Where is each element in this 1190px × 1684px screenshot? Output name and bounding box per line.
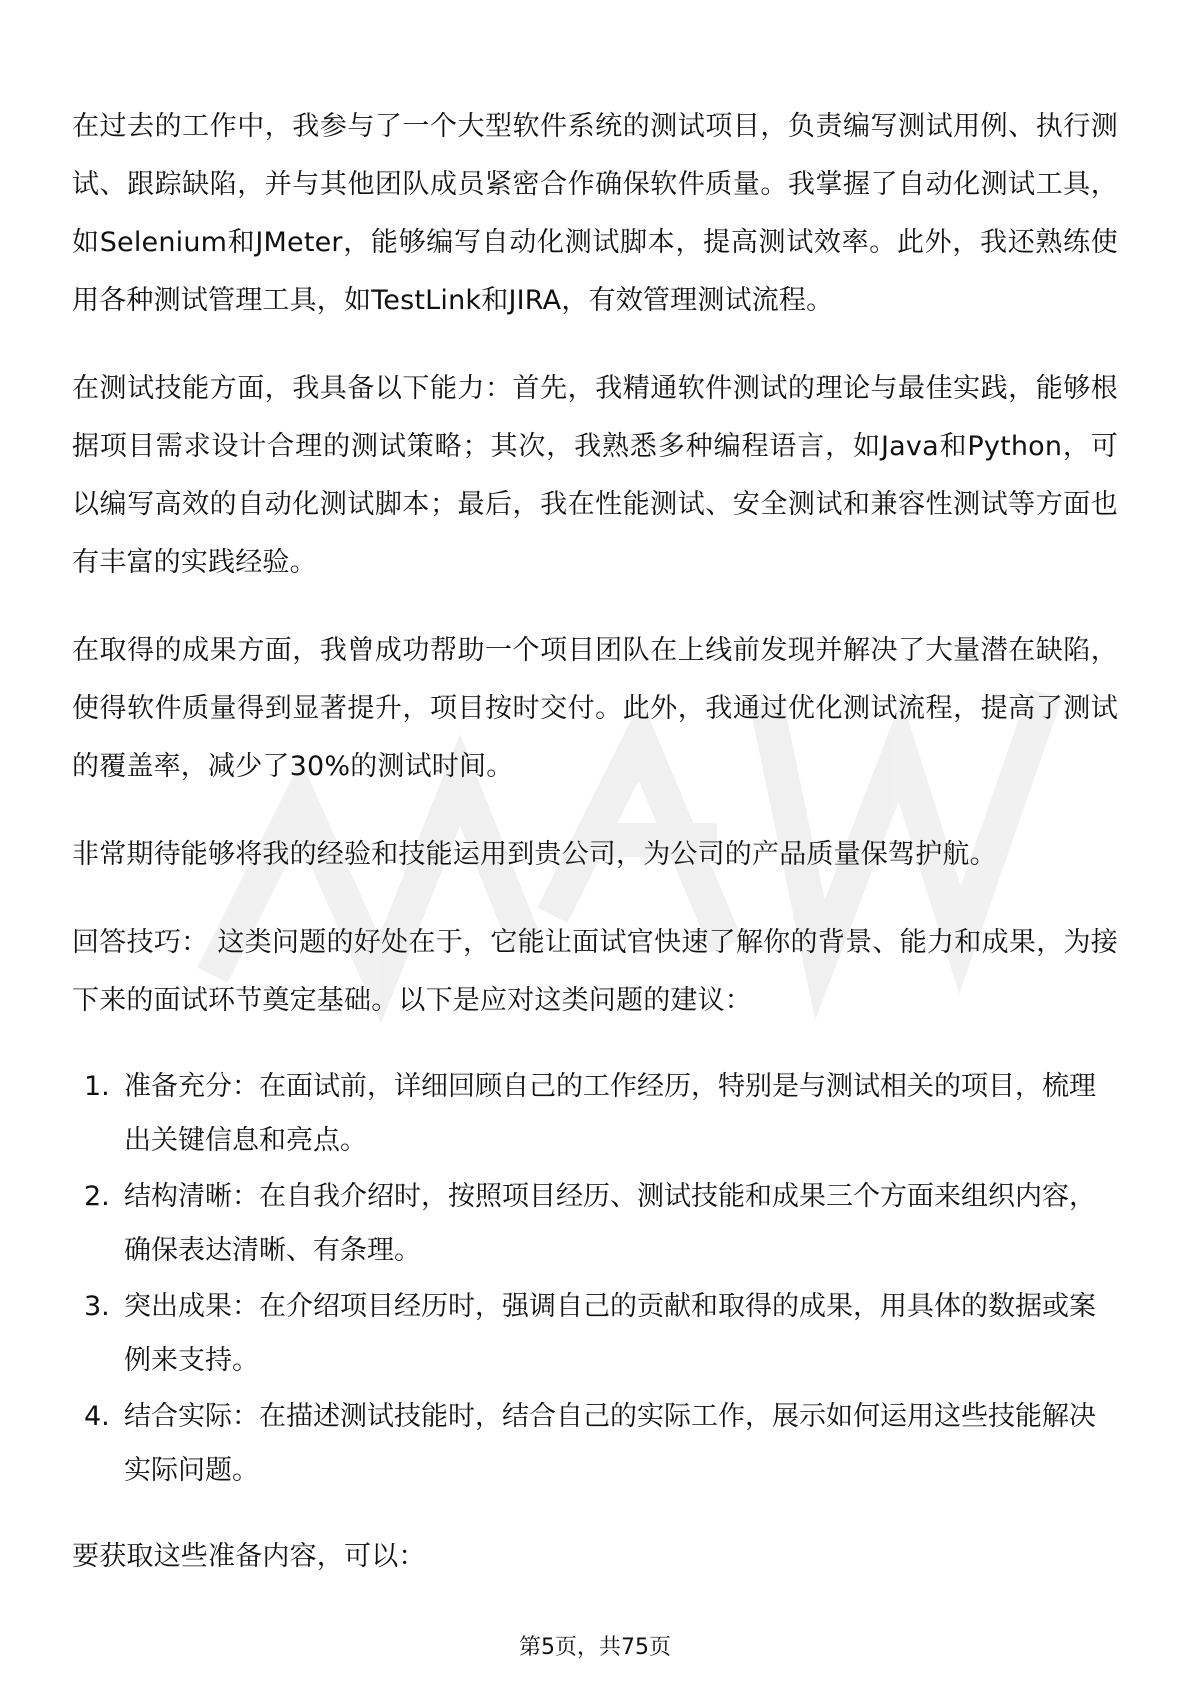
list-item-number: 4. — [84, 1401, 110, 1432]
list-item — [72, 1060, 1118, 1168]
list-item-number: 2. — [84, 1181, 110, 1212]
paragraph-answer-tips: 回答技巧： 这类问题的好处在于，它能让面试官快速了解你的背景、能力和成果，为接下来的面试环节奠定基础。以下是应对这类问题的建议： — [72, 927, 1118, 1016]
paragraph-achievements: 在取得的成果方面，我曾成功帮助一个项目团队在上线前发现并解决了大量潜在缺陷，使得软件质量得到显著提升，项目按时交付。此外，我通过优化测试流程，提高了测试的覆盖率，减少了30%的测试时间。 — [72, 635, 1118, 782]
document-body — [72, 98, 1118, 1616]
list-item — [72, 1390, 1118, 1498]
list-item-text: 结构清晰：在自我介绍时，按照项目经历、测试技能和成果三个方面来组织内容，确保表达清晰、有条理。 — [124, 1181, 1096, 1266]
list-item-text: 准备充分：在面试前，详细回顾自己的工作经历，特别是与测试相关的项目，梳理出关键信息和亮点。 — [124, 1071, 1096, 1156]
tips-list — [72, 1060, 1118, 1498]
list-item-text: 结合实际：在描述测试技能时，结合自己的实际工作，展示如何运用这些技能解决实际问题。 — [124, 1401, 1096, 1486]
list-item-text: 突出成果：在介绍项目经历时，强调自己的贡献和取得的成果，用具体的数据或案例来支持。 — [124, 1291, 1096, 1376]
list-item — [72, 1280, 1118, 1388]
paragraph-experience: 在过去的工作中，我参与了一个大型软件系统的测试项目，负责编写测试用例、执行测试、跟踪缺陷，并与其他团队成员紧密合作确保软件质量。我掌握了自动化测试工具，如Selenium和JMeter，能够编写自动化测试脚本，提高测试效率。此外，我还熟练使用各种测试管理工具，如TestLink和JIRA，有效管理测试流程。 — [72, 111, 1118, 316]
paragraph-skills: 在测试技能方面，我具备以下能力：首先，我精通软件测试的理论与最佳实践，能够根据项目需求设计合理的测试策略；其次，我熟悉多种编程语言，如Java和Python，可以编写高效的自动化测试脚本；最后，我在性能测试、安全测试和兼容性测试等方面也有丰富的实践经验。 — [72, 373, 1118, 578]
page-number-footer: 第5页，共75页 — [519, 1635, 671, 1660]
closing-line: 要获取这些准备内容，可以： — [72, 1541, 426, 1572]
paragraph-expectation: 非常期待能够将我的经验和技能运用到贵公司，为公司的产品质量保驾护航。 — [72, 839, 997, 870]
list-item — [72, 1170, 1118, 1278]
list-item-number: 1. — [84, 1071, 110, 1102]
list-item-number: 3. — [84, 1291, 110, 1322]
